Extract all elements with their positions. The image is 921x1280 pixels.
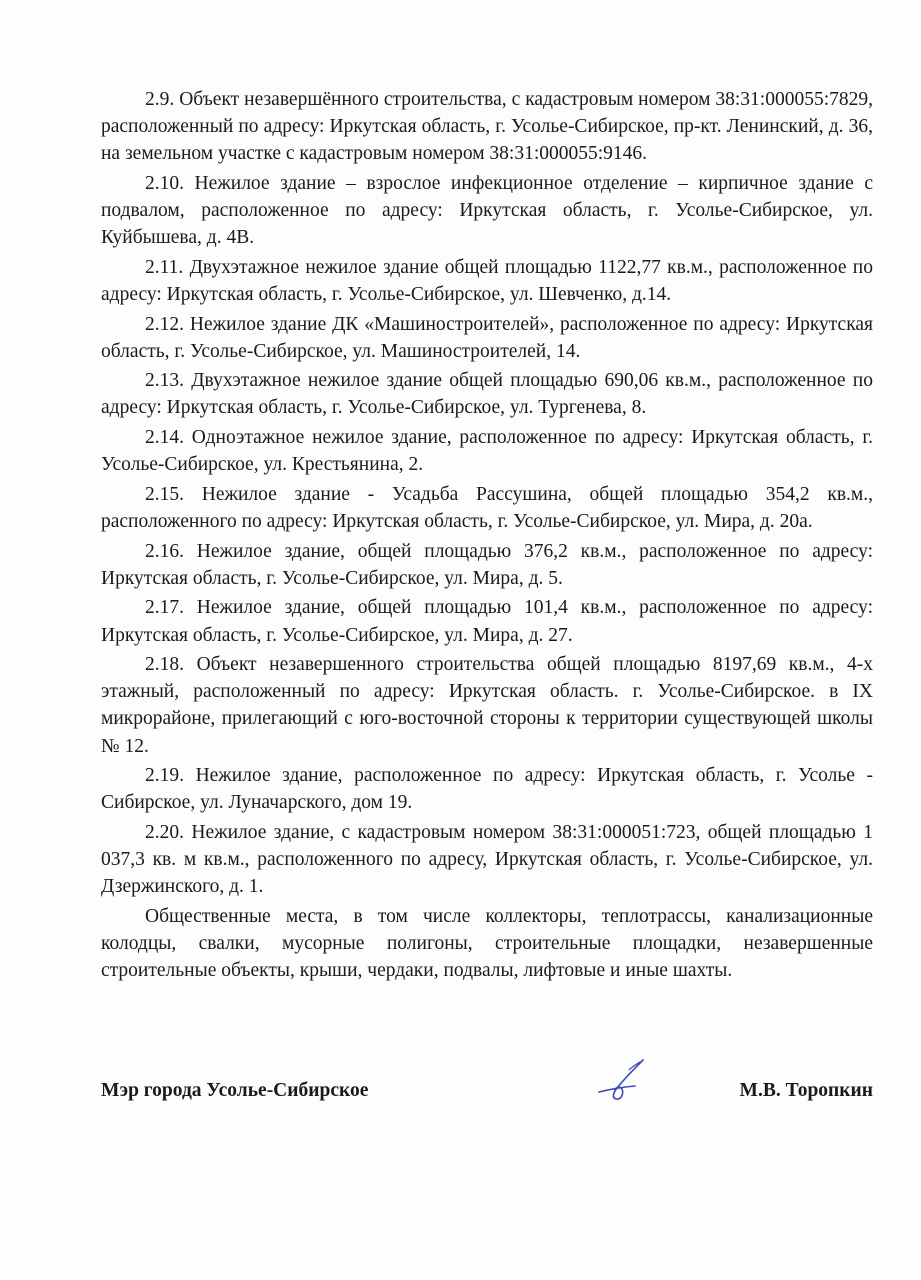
paragraph-2-11: 2.11. Двухэтажное нежилое здание общей площадью 1122,77 кв.м., расположенное по адресу: Иркутская область, г. Усолье-Сибирское, ул. Шевченко, д.14. xyxy=(101,256,873,305)
handwritten-signature xyxy=(595,1056,655,1106)
paragraph-2-19: 2.19. Нежилое здание, расположенное по адресу: Иркутская область, г. Усолье - Сибирское, ул. Луначарского, дом 19. xyxy=(101,765,873,814)
paragraph-2-12: 2.12. Нежилое здание ДК «Машиностроителей», расположенное по адресу: Иркутская область, г. Усолье-Сибирское, ул. Машиностроителей, 14. xyxy=(101,313,873,362)
paragraph-2-10: 2.10. Нежилое здание – взрослое инфекционное отделение – кирпичное здание с подвалом, расположенное по адресу: Иркутская область, г. Усолье-Сибирское, ул. Куйбышева, д. 4В. xyxy=(101,172,873,249)
paragraph-2-13: 2.13. Двухэтажное нежилое здание общей площадью 690,06 кв.м., расположенное по адресу: Иркутская область, г. Усолье-Сибирское, ул. Тургенева, 8. xyxy=(101,370,873,419)
signature-block xyxy=(101,1078,873,1108)
paragraph-2-16: 2.16. Нежилое здание, общей площадью 376,2 кв.м., расположенное по адресу: Иркутская область, г. Усолье-Сибирское, ул. Мира, д. 5. xyxy=(101,540,873,589)
signatory-position: Мэр города Усолье-Сибирское xyxy=(101,1080,369,1101)
paragraph-2-17: 2.17. Нежилое здание, общей площадью 101,4 кв.м., расположенное по адресу: Иркутская область, г. Усолье-Сибирское, ул. Мира, д. 27. xyxy=(101,597,873,646)
paragraph-2-14: 2.14. Одноэтажное нежилое здание, расположенное по адресу: Иркутская область, г. Усолье-Сибирское, ул. Крестьянина, 2. xyxy=(101,427,873,476)
document-body xyxy=(101,86,873,987)
paragraph-public-places: Общественные места, в том числе коллекторы, теплотрассы, канализационные колодцы, свалки, мусорные полигоны, строительные площадки, незавершенные строительные объекты, крыши, чердаки, подвалы, лифтовые и иные шахты. xyxy=(101,905,873,982)
paragraph-2-20: 2.20. Нежилое здание, с кадастровым номером 38:31:000051:723, общей площадью 1 037,3 кв. м кв.м., расположенного по адресу, Иркутская область, г. Усолье-Сибирское, ул. Дзержинского, д. 1. xyxy=(101,821,873,898)
signatory-name: М.В. Торопкин xyxy=(739,1080,873,1101)
paragraph-2-15: 2.15. Нежилое здание - Усадьба Рассушина, общей площадью 354,2 кв.м., расположенного по адресу: Иркутская область, г. Усолье-Сибирское, ул. Мира, д. 20а. xyxy=(101,483,873,532)
paragraph-2-18: 2.18. Объект незавершенного строительства общей площадью 8197,69 кв.м., 4-х этажный, расположенный по адресу: Иркутская область. г. Усолье-Сибирское. в IX микрорайоне, прилегающий с юго-восточной стороны к территории существующей школы № 12. xyxy=(101,654,873,757)
paragraph-2-9: 2.9. Объект незавершённого строительства, с кадастровым номером 38:31:000055:7829, расположенный по адресу: Иркутская область, г. Усолье-Сибирское, пр-кт. Ленинский, д. 36, на земельном участке с кадастровым номером 38:31:000055:9146. xyxy=(101,89,873,165)
